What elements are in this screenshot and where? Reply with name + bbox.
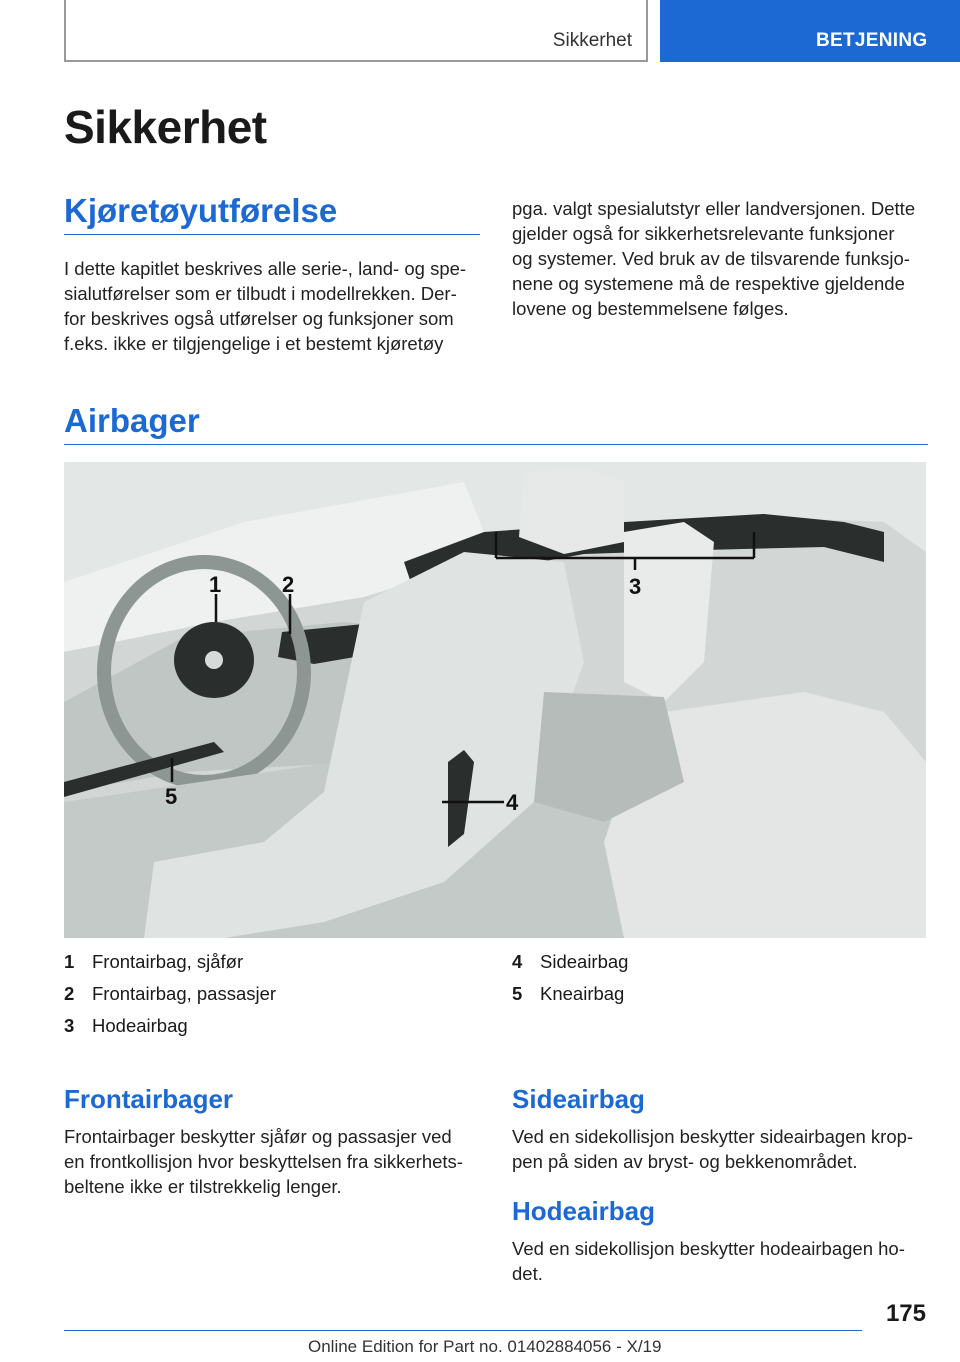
text-line: og systemer. Ved bruk av de tilsvarende funksjo- — [512, 248, 910, 269]
text-line: nene og systemene må de respektive gjeldende — [512, 273, 905, 294]
header-chapter-tab[interactable] — [660, 0, 960, 62]
text-line: Frontairbager beskytter sjåfør og passasjer ved — [64, 1126, 452, 1147]
figure-label-2: 2 — [282, 572, 295, 597]
figure-label-1: 1 — [209, 572, 222, 597]
head-airbag-heading: Hodeairbag — [512, 1196, 656, 1226]
airbags-heading-rule — [64, 444, 928, 445]
text-line: lovene og bestemmelsene følges. — [512, 298, 789, 319]
header-section-box — [64, 0, 648, 62]
vehicle-text-left — [64, 256, 484, 356]
side-airbag-text — [512, 1124, 942, 1174]
legend-text: Frontairbag, passasjer — [92, 983, 277, 1004]
list-item — [64, 1010, 276, 1042]
text-line: for beskrives også utførelser og funksjoner som — [64, 308, 454, 329]
footer-edition: Online Edition for Part no. 01402884056 - X/19 — [308, 1337, 662, 1356]
legend-number: 1 — [64, 951, 75, 972]
side-airbag-heading: Sideairbag — [512, 1084, 645, 1114]
figure-label-3: 3 — [629, 574, 642, 599]
text-line: Ved en sidekollisjon beskytter hodeairbagen ho- — [512, 1238, 905, 1259]
text-line: f.eks. ikke er tilgjengelige i et bestemt kjøretøy — [64, 333, 444, 354]
figure-label-5: 5 — [165, 784, 178, 809]
legend-number: 3 — [64, 1015, 75, 1036]
text-line: Ved en sidekollisjon beskytter sideairbagen krop- — [512, 1126, 914, 1147]
list-item — [64, 978, 276, 1010]
front-airbags-heading: Frontairbager — [64, 1084, 234, 1114]
text-line: beltene ikke er tilstrekkelig lenger. — [64, 1176, 342, 1197]
text-line: det. — [512, 1263, 543, 1284]
page-title: Sikkerhet — [64, 101, 267, 153]
legend-number: 5 — [512, 983, 523, 1004]
legend-text: Kneairbag — [540, 983, 625, 1004]
figure-label-4: 4 — [506, 790, 519, 815]
page-number: 175 — [885, 1300, 926, 1327]
airbag-illustration — [64, 462, 926, 938]
airbags-heading: Airbager — [64, 402, 200, 439]
airbag-legend-left — [64, 946, 276, 1042]
vehicle-text-right — [512, 196, 932, 321]
text-line: I dette kapitlet beskrives alle serie-, land- og spe- — [64, 258, 467, 279]
legend-number: 4 — [512, 951, 523, 972]
legend-text: Frontairbag, sjåfør — [92, 951, 244, 972]
header-chapter-label: BETJENING — [816, 30, 928, 51]
list-item — [64, 946, 276, 978]
text-line: sialutførelser som er tilbudt i modellrekken. Der- — [64, 283, 457, 304]
header-section-label: Sikkerhet — [552, 30, 632, 51]
list-item — [512, 946, 628, 978]
car-interior-drawing — [64, 462, 926, 938]
legend-number: 2 — [64, 983, 75, 1004]
text-line: gjelder også for sikkerhetsrelevante funksjoner — [512, 223, 895, 244]
footer-rule — [64, 1330, 862, 1331]
list-item — [512, 978, 628, 1010]
legend-text: Sideairbag — [540, 951, 629, 972]
vehicle-heading: Kjøretøyutførelse — [64, 192, 338, 229]
head-airbag-text — [512, 1236, 942, 1286]
text-line: pen på siden av bryst- og bekkenområdet. — [512, 1151, 858, 1172]
text-line: en frontkollisjon hvor beskyttelsen fra sikkerhets- — [64, 1151, 463, 1172]
airbag-legend-right — [512, 946, 628, 1010]
text-line: pga. valgt spesialutstyr eller landversjonen. Dette — [512, 198, 916, 219]
vehicle-heading-rule — [64, 234, 480, 235]
front-airbags-text — [64, 1124, 504, 1199]
legend-text: Hodeairbag — [92, 1015, 188, 1036]
